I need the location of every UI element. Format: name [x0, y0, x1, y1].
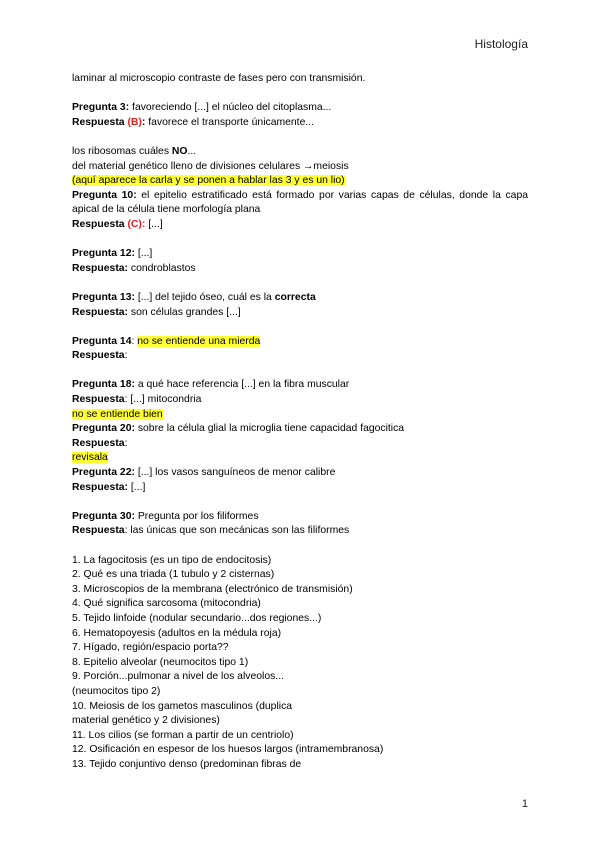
- document-body: [72, 72, 528, 773]
- list-item: material genético y 2 divisiones): [72, 715, 220, 727]
- question-text: sobre la célula glial la microglia tiene capacidad fagocitica: [134, 423, 405, 435]
- list-item: 13. Tejido conjuntivo denso (predominan fibras de: [72, 758, 302, 770]
- intro-line: laminar al microscopio contraste de fases pero con transmisión.: [72, 73, 366, 84]
- question-text: favoreciendo [...] el núcleo del citoplasma...: [129, 102, 332, 114]
- answer-text: [...]: [128, 481, 146, 493]
- page-header-title: Histología: [474, 37, 528, 51]
- question-label: Pregunta 12:: [72, 248, 135, 260]
- list-item: 10. Meiosis de los gametos masculinos (duplica: [72, 700, 293, 712]
- page-number: 1: [521, 798, 528, 810]
- answer-10: [72, 218, 528, 233]
- answer-text: condroblastos: [128, 262, 196, 274]
- question-13: [72, 291, 528, 306]
- question-label: Pregunta 14: [72, 335, 132, 347]
- question-18: [72, 378, 528, 393]
- answer-14: [72, 349, 528, 364]
- question-text: Pregunta por los filiformes: [134, 510, 259, 522]
- question-text: el epitelio estratificado está formado por varias capas de células, donde la capa apical de la célula tiene morfología plana: [72, 189, 528, 216]
- list-item: 4. Qué significa sarcosoma (mitocondria): [72, 598, 261, 610]
- list-item: 3. Microscopios de la membrana (electrónico de transmisión): [72, 583, 353, 595]
- genetic-line: del material genético lleno de divisiones celulares →meiosis: [72, 160, 349, 172]
- list-item: 12. Osificación en espesor de los huesos largos (intramembranosa): [72, 744, 384, 756]
- list-item: (neumocitos tipo 2): [72, 685, 161, 697]
- list-item: 9. Porción...pulmonar a nivel de los alveolos...: [72, 671, 284, 683]
- answer-label: Respuesta:: [72, 306, 129, 318]
- answer-13: [72, 306, 528, 321]
- question-3: [72, 101, 528, 116]
- question-20: [72, 422, 528, 437]
- list-item: 8. Epitelio alveolar (neumocitos tipo 1): [72, 656, 249, 668]
- answer-label: Respuesta: [72, 437, 125, 449]
- question-label: Pregunta 3:: [72, 102, 130, 114]
- ribosomes-post: ...: [187, 145, 197, 157]
- question-bold: correcta: [274, 291, 316, 303]
- question-12: [72, 247, 528, 262]
- question-colon: :: [131, 335, 138, 347]
- answer-30: [72, 524, 528, 539]
- answer-text: : las únicas que son mecánicas son las filiformes: [124, 525, 350, 537]
- answer-text: : [...] mitocondria: [124, 394, 202, 406]
- list-item: 1. La fagocitosis (es un tipo de endocitosis): [72, 554, 272, 566]
- carla-note: [72, 174, 528, 189]
- highlight-note: no se entiende una mierda: [137, 335, 261, 347]
- answer-text: :: [124, 437, 128, 449]
- answer-18: [72, 393, 528, 408]
- note-20: [72, 451, 528, 466]
- question-label: Pregunta 20:: [72, 423, 135, 435]
- highlight-note: no se entiende bien: [72, 408, 163, 420]
- answer-label: Respuesta: [72, 525, 125, 537]
- answer-colon: :: [141, 116, 146, 128]
- list-item: 5. Tejido linfoide (nodular secundario...dos regiones...): [72, 612, 322, 624]
- answer-20: [72, 437, 528, 452]
- list-item: 6. Hematopoyesis (adultos en la médula roja): [72, 627, 282, 639]
- answer-text: [...]: [145, 218, 163, 230]
- answer-letter: (B): [127, 116, 142, 128]
- answer-label: Respuesta: [72, 394, 125, 406]
- question-text: [...]: [134, 248, 153, 260]
- question-label: Pregunta 30:: [72, 510, 135, 522]
- answer-text: favorece el transporte únicamente...: [145, 116, 315, 128]
- question-text: [...] del tejido óseo, cuál es la: [134, 291, 275, 303]
- topics-list: [72, 554, 528, 773]
- answer-label: Respuesta:: [72, 481, 129, 493]
- question-label: Pregunta 22:: [72, 467, 135, 479]
- answer-letter: (C):: [127, 218, 146, 230]
- list-item: 2. Qué es una triada (1 tubulo y 2 cisternas): [72, 569, 275, 581]
- highlight-note: revisala: [72, 452, 108, 464]
- answer-12: [72, 262, 528, 277]
- note-18: [72, 408, 528, 423]
- question-30: [72, 510, 528, 525]
- answer-3: [72, 116, 528, 131]
- answer-text: son células grandes [...]: [128, 306, 241, 318]
- question-label: Pregunta 13:: [72, 291, 135, 303]
- list-item: 7. Hígado, región/espacio porta??: [72, 642, 229, 654]
- question-label: Pregunta 10:: [72, 189, 137, 201]
- ribosomes-line: [72, 145, 528, 160]
- answer-22: [72, 481, 528, 496]
- ribosomes-pre: los ribosomas cuáles: [72, 145, 172, 157]
- ribosomes-bold: NO: [171, 145, 188, 157]
- answer-label: Respuesta: [72, 350, 125, 362]
- question-10: [72, 189, 528, 218]
- question-label: Pregunta 18:: [72, 379, 135, 391]
- question-text: a qué hace referencia [...] en la fibra muscular: [134, 379, 350, 391]
- answer-label: Respuesta:: [72, 262, 129, 274]
- answer-label: Respuesta: [72, 218, 125, 230]
- list-item: 11. Los cilios (se forman a partir de un centriolo): [72, 729, 294, 741]
- question-text: [...] los vasos sanguíneos de menor calibre: [134, 467, 336, 479]
- answer-text: :: [124, 350, 128, 362]
- answer-label: Respuesta: [72, 116, 125, 128]
- question-14: [72, 335, 528, 350]
- question-22: [72, 466, 528, 481]
- highlight-note: (aquí aparece la carla y se ponen a hablar las 3 y es un lio): [72, 175, 345, 187]
